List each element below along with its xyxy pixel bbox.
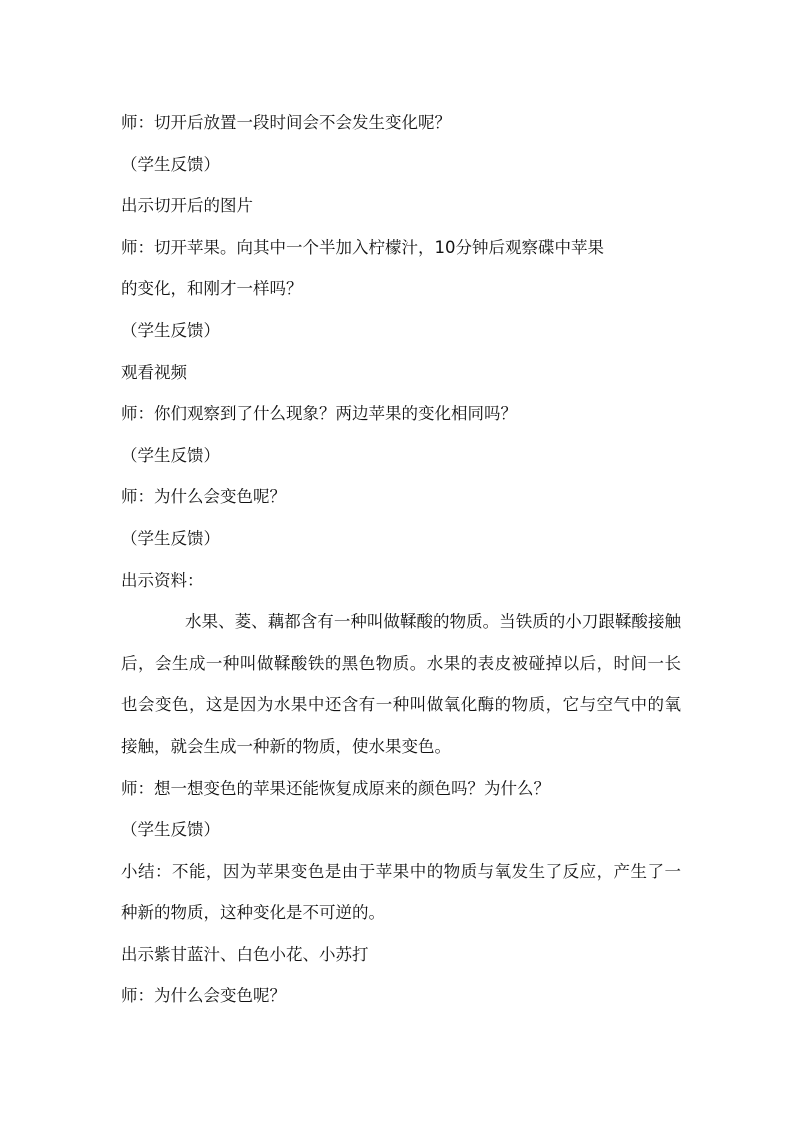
text-line: （学生反馈）: [121, 528, 220, 548]
text-line: （学生反馈）: [121, 820, 220, 840]
text-line: （学生反馈）: [121, 445, 220, 465]
material-text: 水果、菱、藕都含有一种叫做鞣酸的物质。当铁质的小刀跟鞣酸接触后，会生成一种叫做鞣酸铁的黑色物质。水果的表皮被碰掉以后，时间一长也会变色，这是因为水果中还含有一种叫做氧化酶的物质，它与空气中的氧接触，就会生成一种新的物质，使水果变色。: [121, 612, 681, 756]
text-line: 出示资料：: [121, 570, 204, 590]
summary-paragraph: 小结：不能，因为苹果变色是由于苹果中的物质与氧发生了反应，产生了一种新的物质，这种变化是不可逆的。: [121, 861, 681, 923]
document-body: [121, 102, 681, 1017]
text-line: 师：为什么会变色呢？: [121, 487, 286, 507]
text-line: （学生反馈）: [121, 154, 220, 174]
text-line: （学生反馈）: [121, 320, 220, 340]
text-line: 师：你们观察到了什么现象？两边苹果的变化相同吗？: [121, 404, 517, 424]
text-line: 师：切开苹果。向其中一个半加入柠檬汁，10分钟后观察碟中苹果: [121, 237, 604, 257]
text-line: 观看视频: [121, 362, 187, 382]
text-line: 的变化，和刚才一样吗？: [121, 279, 303, 299]
text-line: 师：切开后放置一段时间会不会发生变化呢？: [121, 113, 451, 132]
text-line: 出示紫甘蓝汁、白色小花、小苏打: [121, 944, 369, 964]
text-line: 出示切开后的图片: [121, 196, 253, 216]
material-paragraph: [121, 601, 681, 767]
text-line: 师：想一想变色的苹果还能恢复成原来的颜色吗？为什么？: [121, 778, 550, 798]
text-line: 师：为什么会变色呢？: [121, 986, 286, 1006]
